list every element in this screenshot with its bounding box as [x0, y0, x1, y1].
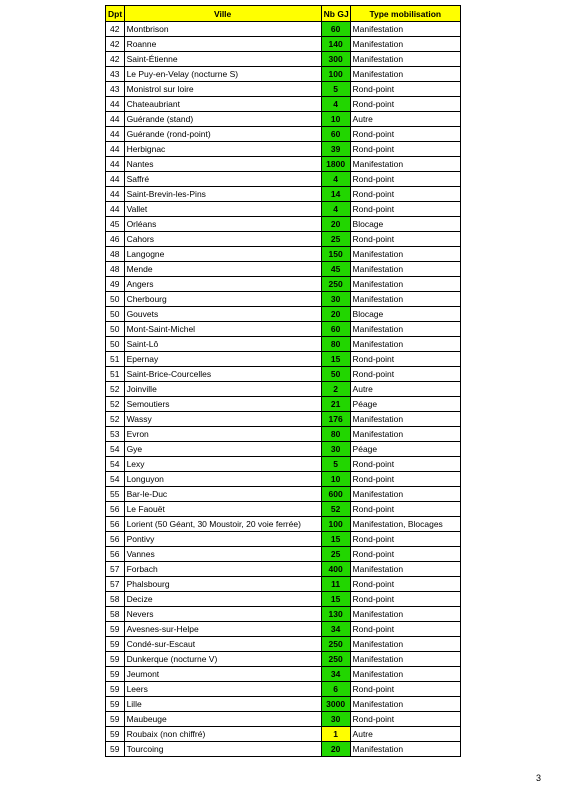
cell-type-mobilisation: Rond-point [350, 592, 460, 607]
table-row [106, 562, 461, 577]
cell-dpt: 44 [106, 187, 125, 202]
table-row [106, 637, 461, 652]
table-row [106, 412, 461, 427]
cell-ville: Avesnes-sur-Helpe [124, 622, 321, 637]
cell-ville: Gouvets [124, 307, 321, 322]
table-row [106, 517, 461, 532]
cell-dpt: 44 [106, 142, 125, 157]
cell-ville: Cherbourg [124, 292, 321, 307]
cell-dpt: 50 [106, 292, 125, 307]
cell-ville: Epernay [124, 352, 321, 367]
cell-nb-gj: 20 [321, 217, 350, 232]
cell-nb-gj: 1 [321, 727, 350, 742]
cell-nb-gj: 250 [321, 277, 350, 292]
table-row [106, 607, 461, 622]
table-row [106, 352, 461, 367]
cell-type-mobilisation: Autre [350, 112, 460, 127]
cell-dpt: 59 [106, 697, 125, 712]
cell-nb-gj: 30 [321, 292, 350, 307]
header-dpt: Dpt [106, 6, 125, 22]
table-row [106, 397, 461, 412]
cell-dpt: 44 [106, 172, 125, 187]
cell-ville: Le Puy-en-Velay (nocturne S) [124, 67, 321, 82]
cell-nb-gj: 130 [321, 607, 350, 622]
cell-nb-gj: 4 [321, 202, 350, 217]
cell-nb-gj: 100 [321, 67, 350, 82]
cell-ville: Pontivy [124, 532, 321, 547]
cell-dpt: 43 [106, 67, 125, 82]
cell-type-mobilisation: Manifestation [350, 607, 460, 622]
cell-nb-gj: 5 [321, 82, 350, 97]
cell-nb-gj: 34 [321, 667, 350, 682]
cell-type-mobilisation: Rond-point [350, 532, 460, 547]
cell-dpt: 55 [106, 487, 125, 502]
cell-dpt: 59 [106, 742, 125, 757]
table-row [106, 667, 461, 682]
cell-ville: Saint-Lô [124, 337, 321, 352]
cell-ville: Le Faouët [124, 502, 321, 517]
cell-ville: Lille [124, 697, 321, 712]
header-ville: Ville [124, 6, 321, 22]
cell-type-mobilisation: Rond-point [350, 577, 460, 592]
cell-nb-gj: 4 [321, 97, 350, 112]
cell-type-mobilisation: Blocage [350, 307, 460, 322]
cell-ville: Wassy [124, 412, 321, 427]
table-row [106, 697, 461, 712]
cell-dpt: 56 [106, 502, 125, 517]
header-type-mobilisation: Type mobilisation [350, 6, 460, 22]
cell-nb-gj: 1800 [321, 157, 350, 172]
cell-type-mobilisation: Rond-point [350, 547, 460, 562]
cell-ville: Monistrol sur loire [124, 82, 321, 97]
table-row [106, 142, 461, 157]
table-row [106, 67, 461, 82]
table-row [106, 547, 461, 562]
cell-type-mobilisation: Rond-point [350, 682, 460, 697]
table-row [106, 157, 461, 172]
cell-type-mobilisation: Rond-point [350, 142, 460, 157]
cell-nb-gj: 30 [321, 712, 350, 727]
table-row [106, 577, 461, 592]
cell-nb-gj: 50 [321, 367, 350, 382]
cell-dpt: 50 [106, 322, 125, 337]
cell-dpt: 52 [106, 412, 125, 427]
cell-ville: Roubaix (non chiffré) [124, 727, 321, 742]
table-row [106, 52, 461, 67]
table-row [106, 367, 461, 382]
cell-ville: Guérande (stand) [124, 112, 321, 127]
cell-nb-gj: 20 [321, 742, 350, 757]
cell-nb-gj: 250 [321, 637, 350, 652]
cell-type-mobilisation: Manifestation, Blocages [350, 517, 460, 532]
cell-dpt: 44 [106, 127, 125, 142]
cell-ville: Vallet [124, 202, 321, 217]
table-row [106, 682, 461, 697]
cell-nb-gj: 60 [321, 127, 350, 142]
cell-dpt: 56 [106, 517, 125, 532]
cell-type-mobilisation: Manifestation [350, 562, 460, 577]
cell-ville: Decize [124, 592, 321, 607]
cell-type-mobilisation: Manifestation [350, 157, 460, 172]
cell-type-mobilisation: Autre [350, 382, 460, 397]
cell-ville: Saint-Étienne [124, 52, 321, 67]
cell-nb-gj: 176 [321, 412, 350, 427]
cell-type-mobilisation: Rond-point [350, 127, 460, 142]
cell-dpt: 59 [106, 682, 125, 697]
cell-type-mobilisation: Manifestation [350, 277, 460, 292]
cell-ville: Bar-le-Duc [124, 487, 321, 502]
cell-nb-gj: 140 [321, 37, 350, 52]
cell-type-mobilisation: Rond-point [350, 472, 460, 487]
table-row [106, 532, 461, 547]
cell-nb-gj: 34 [321, 622, 350, 637]
cell-ville: Vannes [124, 547, 321, 562]
cell-dpt: 57 [106, 562, 125, 577]
cell-ville: Phalsbourg [124, 577, 321, 592]
cell-type-mobilisation: Manifestation [350, 247, 460, 262]
cell-type-mobilisation: Manifestation [350, 667, 460, 682]
cell-type-mobilisation: Rond-point [350, 712, 460, 727]
cell-ville: Montbrison [124, 22, 321, 37]
cell-dpt: 56 [106, 547, 125, 562]
cell-nb-gj: 300 [321, 52, 350, 67]
table-row [106, 202, 461, 217]
table-row [106, 232, 461, 247]
cell-ville: Saint-Brice-Courcelles [124, 367, 321, 382]
cell-nb-gj: 52 [321, 502, 350, 517]
cell-type-mobilisation: Rond-point [350, 622, 460, 637]
table-row [106, 187, 461, 202]
cell-dpt: 58 [106, 592, 125, 607]
table-row [106, 22, 461, 37]
cell-dpt: 56 [106, 532, 125, 547]
cell-nb-gj: 6 [321, 682, 350, 697]
cell-dpt: 48 [106, 262, 125, 277]
cell-type-mobilisation: Manifestation [350, 67, 460, 82]
cell-nb-gj: 400 [321, 562, 350, 577]
cell-ville: Lorient (50 Géant, 30 Moustoir, 20 voie ferrée) [124, 517, 321, 532]
cell-dpt: 54 [106, 472, 125, 487]
cell-dpt: 46 [106, 232, 125, 247]
table-row [106, 127, 461, 142]
table-row [106, 307, 461, 322]
cell-type-mobilisation: Péage [350, 397, 460, 412]
cell-nb-gj: 30 [321, 442, 350, 457]
table-row [106, 712, 461, 727]
cell-type-mobilisation: Manifestation [350, 52, 460, 67]
cell-type-mobilisation: Manifestation [350, 262, 460, 277]
table-row [106, 382, 461, 397]
cell-nb-gj: 25 [321, 232, 350, 247]
table-row [106, 502, 461, 517]
table-row [106, 427, 461, 442]
table-row [106, 172, 461, 187]
cell-ville: Orléans [124, 217, 321, 232]
cell-type-mobilisation: Manifestation [350, 427, 460, 442]
cell-type-mobilisation: Manifestation [350, 637, 460, 652]
cell-dpt: 53 [106, 427, 125, 442]
cell-ville: Langogne [124, 247, 321, 262]
cell-dpt: 52 [106, 397, 125, 412]
cell-type-mobilisation: Manifestation [350, 487, 460, 502]
cell-ville: Evron [124, 427, 321, 442]
table-row [106, 337, 461, 352]
table-row [106, 217, 461, 232]
cell-type-mobilisation: Rond-point [350, 352, 460, 367]
table-row [106, 622, 461, 637]
cell-nb-gj: 80 [321, 427, 350, 442]
cell-dpt: 51 [106, 352, 125, 367]
cell-nb-gj: 3000 [321, 697, 350, 712]
cell-nb-gj: 4 [321, 172, 350, 187]
cell-dpt: 59 [106, 727, 125, 742]
cell-type-mobilisation: Rond-point [350, 172, 460, 187]
cell-nb-gj: 15 [321, 532, 350, 547]
cell-nb-gj: 10 [321, 472, 350, 487]
cell-ville: Tourcoing [124, 742, 321, 757]
cell-ville: Saffré [124, 172, 321, 187]
cell-nb-gj: 45 [321, 262, 350, 277]
cell-ville: Gye [124, 442, 321, 457]
table-row [106, 652, 461, 667]
cell-type-mobilisation: Rond-point [350, 502, 460, 517]
cell-type-mobilisation: Manifestation [350, 37, 460, 52]
mobilisation-table [105, 5, 461, 757]
table-row [106, 592, 461, 607]
cell-dpt: 44 [106, 157, 125, 172]
cell-nb-gj: 25 [321, 547, 350, 562]
table-row [106, 727, 461, 742]
cell-nb-gj: 80 [321, 337, 350, 352]
cell-type-mobilisation: Manifestation [350, 292, 460, 307]
cell-ville: Forbach [124, 562, 321, 577]
cell-nb-gj: 5 [321, 457, 350, 472]
cell-ville: Guérande (rond-point) [124, 127, 321, 142]
cell-nb-gj: 15 [321, 592, 350, 607]
cell-nb-gj: 150 [321, 247, 350, 262]
cell-ville: Chateaubriant [124, 97, 321, 112]
cell-type-mobilisation: Blocage [350, 217, 460, 232]
cell-type-mobilisation: Manifestation [350, 412, 460, 427]
cell-ville: Maubeuge [124, 712, 321, 727]
cell-ville: Saint-Brevin-les-Pins [124, 187, 321, 202]
cell-type-mobilisation: Autre [350, 727, 460, 742]
cell-nb-gj: 14 [321, 187, 350, 202]
cell-dpt: 42 [106, 22, 125, 37]
header-nb-gj: Nb GJ [321, 6, 350, 22]
cell-dpt: 43 [106, 82, 125, 97]
cell-ville: Mende [124, 262, 321, 277]
table-row [106, 112, 461, 127]
cell-type-mobilisation: Rond-point [350, 367, 460, 382]
cell-nb-gj: 20 [321, 307, 350, 322]
cell-type-mobilisation: Manifestation [350, 652, 460, 667]
table-row [106, 37, 461, 52]
table-row [106, 97, 461, 112]
cell-nb-gj: 250 [321, 652, 350, 667]
cell-dpt: 58 [106, 607, 125, 622]
cell-ville: Semoutiers [124, 397, 321, 412]
cell-dpt: 50 [106, 337, 125, 352]
table-row [106, 457, 461, 472]
table-row [106, 322, 461, 337]
cell-type-mobilisation: Manifestation [350, 742, 460, 757]
table-row [106, 292, 461, 307]
cell-ville: Jeumont [124, 667, 321, 682]
cell-nb-gj: 15 [321, 352, 350, 367]
cell-dpt: 44 [106, 202, 125, 217]
table-row [106, 742, 461, 757]
cell-type-mobilisation: Manifestation [350, 697, 460, 712]
table-row [106, 82, 461, 97]
table-row [106, 247, 461, 262]
cell-dpt: 44 [106, 97, 125, 112]
cell-ville: Joinville [124, 382, 321, 397]
cell-nb-gj: 21 [321, 397, 350, 412]
cell-dpt: 59 [106, 637, 125, 652]
cell-type-mobilisation: Manifestation [350, 337, 460, 352]
cell-dpt: 54 [106, 442, 125, 457]
cell-type-mobilisation: Rond-point [350, 187, 460, 202]
table-row [106, 262, 461, 277]
cell-ville: Mont-Saint-Michel [124, 322, 321, 337]
cell-dpt: 50 [106, 307, 125, 322]
cell-dpt: 59 [106, 667, 125, 682]
cell-dpt: 48 [106, 247, 125, 262]
cell-type-mobilisation: Rond-point [350, 82, 460, 97]
cell-type-mobilisation: Rond-point [350, 202, 460, 217]
cell-type-mobilisation: Rond-point [350, 97, 460, 112]
cell-ville: Angers [124, 277, 321, 292]
cell-dpt: 42 [106, 52, 125, 67]
cell-dpt: 59 [106, 712, 125, 727]
cell-ville: Condé-sur-Escaut [124, 637, 321, 652]
cell-ville: Longuyon [124, 472, 321, 487]
cell-nb-gj: 600 [321, 487, 350, 502]
table-row [106, 487, 461, 502]
cell-nb-gj: 11 [321, 577, 350, 592]
table-body [106, 22, 461, 757]
table-row [106, 442, 461, 457]
cell-dpt: 57 [106, 577, 125, 592]
cell-nb-gj: 100 [321, 517, 350, 532]
cell-nb-gj: 39 [321, 142, 350, 157]
cell-dpt: 42 [106, 37, 125, 52]
cell-dpt: 44 [106, 112, 125, 127]
cell-dpt: 54 [106, 457, 125, 472]
cell-ville: Nevers [124, 607, 321, 622]
table-row [106, 277, 461, 292]
cell-dpt: 59 [106, 652, 125, 667]
cell-ville: Leers [124, 682, 321, 697]
cell-type-mobilisation: Péage [350, 442, 460, 457]
cell-dpt: 45 [106, 217, 125, 232]
cell-type-mobilisation: Rond-point [350, 232, 460, 247]
cell-nb-gj: 2 [321, 382, 350, 397]
cell-ville: Nantes [124, 157, 321, 172]
table-header-row [106, 6, 461, 22]
cell-ville: Dunkerque (nocturne V) [124, 652, 321, 667]
cell-nb-gj: 60 [321, 322, 350, 337]
cell-nb-gj: 60 [321, 22, 350, 37]
cell-dpt: 51 [106, 367, 125, 382]
cell-nb-gj: 10 [321, 112, 350, 127]
cell-ville: Herbignac [124, 142, 321, 157]
cell-dpt: 52 [106, 382, 125, 397]
cell-ville: Roanne [124, 37, 321, 52]
cell-ville: Lexy [124, 457, 321, 472]
cell-type-mobilisation: Manifestation [350, 322, 460, 337]
cell-dpt: 49 [106, 277, 125, 292]
page-number: 3 [536, 773, 542, 783]
cell-dpt: 59 [106, 622, 125, 637]
cell-type-mobilisation: Manifestation [350, 22, 460, 37]
cell-type-mobilisation: Rond-point [350, 457, 460, 472]
cell-ville: Cahors [124, 232, 321, 247]
table-row [106, 472, 461, 487]
